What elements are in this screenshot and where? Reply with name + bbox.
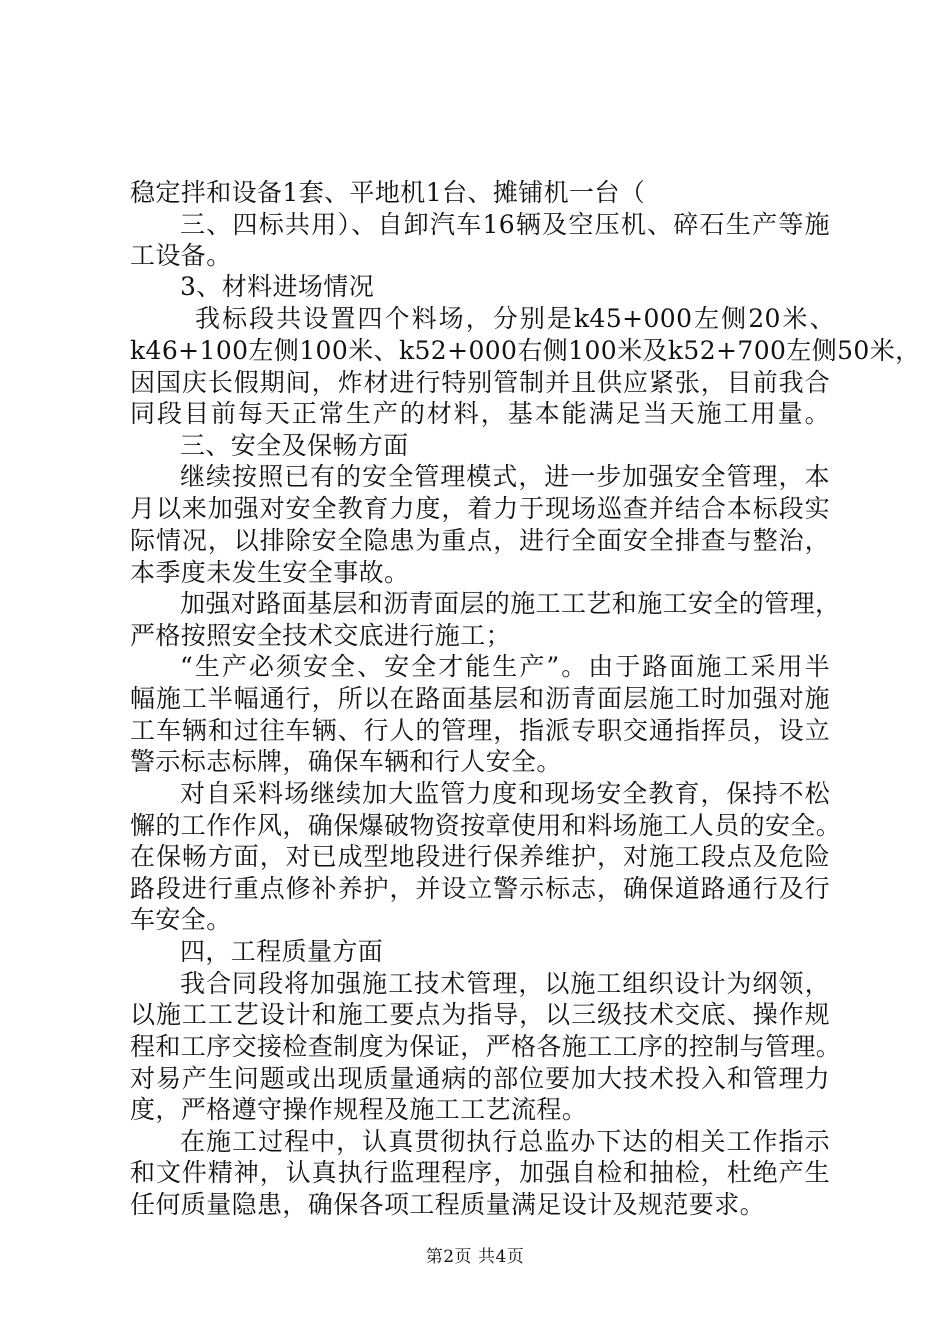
section-heading: 三、安全及保畅方面 (180, 431, 409, 460)
text-line: 稳定拌和设备1套、平地机1台、摊铺机一台（ (130, 178, 646, 207)
text-line: 警示标志标牌，确保车辆和行人安全。 (130, 747, 562, 776)
text-line: 加强对路面基层和沥青面层的施工工艺和施工安全的管理， (180, 589, 841, 618)
text-line: 在施工过程中，认真贯彻执行总监办下达的相关工作指示 (180, 1127, 830, 1156)
section-heading: 四，工程质量方面 (180, 937, 384, 966)
text-line: 工车辆和过往车辆、行人的管理，指派专职交通指挥员，设立 (130, 716, 830, 745)
text-line: 三、四标共用）、自卸汽车16辆及空压机、碎石生产等施 (180, 210, 830, 239)
text-line: 和文件精神，认真执行监理程序，加强自检和抽检，杜绝产生 (130, 1158, 830, 1187)
text-line: 车安全。 (130, 905, 232, 934)
text-line: 度，严格遵守操作规程及施工工艺流程。 (130, 1095, 588, 1124)
page-number-footer: 第2页 共4页 (425, 1247, 525, 1267)
text-line: 我标段共设置四个料场，分别是k45+000左侧20米、 (195, 304, 835, 333)
text-line: “生产必须安全、安全才能生产”。由于路面施工采用半 (180, 652, 830, 681)
text-line: 工设备。 (130, 241, 232, 270)
text-line: 我合同段将加强施工技术管理，以施工组织设计为纲领， (180, 969, 830, 998)
text-line: 在保畅方面，对已成型地段进行保养维护，对施工段点及危险 (130, 842, 830, 871)
text-line: 路段进行重点修补养护，并设立警示标志，确保道路通行及行 (130, 874, 830, 903)
text-line: 因国庆长假期间，炸材进行特别管制并且供应紧张，目前我合 (130, 368, 830, 397)
text-line: 本季度未发生安全事故。 (130, 558, 410, 587)
text-line: k46+100左侧100米、k52+000右侧100米及k52+700左侧50米， (130, 336, 921, 365)
text-line: 月以来加强对安全教育力度，着力于现场巡查并结合本标段实 (130, 494, 830, 523)
text-line: 继续按照已有的安全管理模式，进一步加强安全管理，本 (180, 462, 830, 491)
text-line: 际情况，以排除安全隐患为重点，进行全面安全排查与整治， (130, 526, 830, 555)
text-line: 严格按照安全技术交底进行施工； (130, 621, 512, 650)
text-line: 对易产生问题或出现质量通病的部位要加大技术投入和管理力 (130, 1064, 830, 1093)
text-line: 懈的工作作风，确保爆破物资按章使用和料场施工人员的安全。 (130, 811, 842, 840)
text-line: 幅施工半幅通行，所以在路面基层和沥青面层施工时加强对施 (130, 684, 830, 713)
text-line: 任何质量隐患，确保各项工程质量满足设计及规范要求。 (130, 1190, 766, 1219)
section-heading: 3、材料进场情况 (180, 272, 375, 301)
text-line: 程和工序交接检查制度为保证，严格各施工工序的控制与管理。 (130, 1032, 842, 1061)
text-line: 同段目前每天正常生产的材料，基本能满足当天施工用量。 (130, 399, 830, 428)
text-line: 以施工工艺设计和施工要点为指导，以三级技术交底、操作规 (130, 1000, 830, 1029)
text-line: 对自采料场继续加大监管力度和现场安全教育，保持不松 (180, 779, 830, 808)
